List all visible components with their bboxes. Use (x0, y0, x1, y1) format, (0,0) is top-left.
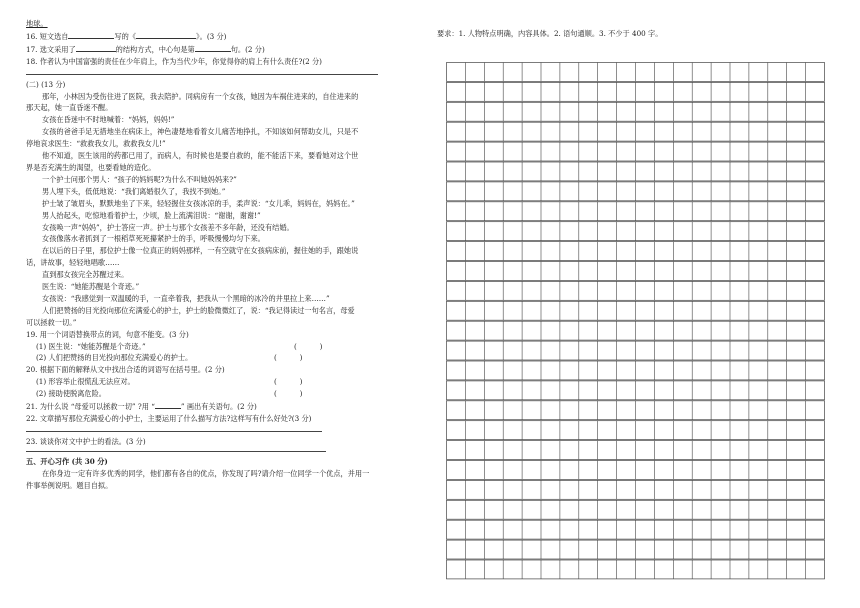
q19-item-2-answer[interactable]: ( ) (274, 353, 303, 363)
question-17 (26, 43, 426, 56)
q16-suffix: 》。(3 分) (196, 31, 227, 41)
q20-item-2-answer[interactable]: ( ) (274, 389, 303, 399)
q19-item-2-text: (2) 人们把赞扬的目光投向那位充满爱心的护士。 (36, 353, 193, 363)
story-line: 在以后的日子里，那位护士像一位真正的妈妈那样，一有空就守在女孩病床前，握住她的手，跟她说 (42, 246, 359, 256)
q16-prefix: 16. 短文选自 (26, 31, 69, 41)
question-21 (26, 400, 426, 413)
story-line: 可以拯救一切。” (26, 317, 77, 327)
section-5-header: 五、开心习作 (共 30 分) (26, 456, 108, 466)
q20-item-1 (26, 376, 426, 388)
section-2-header: (二) (13 分) (26, 79, 66, 89)
q21-mark-blank[interactable] (155, 400, 181, 409)
q19-item-1-text: (1) 医生说：“她能苏醒是个奇迹。” (36, 341, 146, 351)
q20-item-2 (26, 388, 426, 400)
q16-author-blank[interactable] (68, 30, 114, 39)
question-22: 22. 文章描写那位充满爱心的小护士，主要运用了什么描写方法?这样写有什么好处?(3 分) (26, 414, 312, 423)
essay-requirements: 要求：1. 人物特点明确，内容具体。2. 语句通顺。3. 不少于 400 字。 (437, 29, 663, 38)
q17-suffix: 句。(2 分) (230, 44, 265, 54)
q20-item-1-answer[interactable]: ( ) (274, 377, 303, 387)
story-line: 男人埋下头，低低地说：“我们离婚很久了，我找不到她。” (42, 186, 226, 196)
q21-suffix: ” 画出有关语句。(2 分) (180, 402, 257, 412)
question-23: 23. 谈谈你对文中护士的看法。(3 分) (26, 436, 146, 446)
q19-item-1 (26, 341, 426, 353)
top-fragment: 地球。 (26, 19, 48, 28)
story-line: 界是否充满生的渴望，也要看她的造化。 (26, 162, 156, 172)
story-line: 医生说：“她能苏醒是个奇迹。” (42, 282, 140, 292)
story-line: 护士皱了皱眉头，默默地坐了下来，轻轻握住女孩冰凉的手，柔声说：“女儿乖，妈妈在，妈妈在。” (42, 198, 355, 208)
q17-sentence-blank[interactable] (195, 43, 231, 52)
q22-answer-line[interactable] (26, 425, 322, 432)
essay-prompt-line: 件事举例说明。题目自拟。 (26, 480, 113, 490)
story-line: 女孩说：“我感觉到一双温暖的手，一直牵着我，把我从一个黑暗的冰冷的井里拉上来……” (42, 293, 330, 303)
q17-structure-blank[interactable] (76, 43, 116, 52)
story-line: 停地哀求医生：“救救我女儿，救救我女儿!” (26, 139, 166, 149)
q20-item-2-text: (2) 接助使脱离危险。 (36, 389, 106, 399)
story-line: 女孩唤一声“妈妈”，护士答应一声。护士与那个女孩差不多年龄，还没有结婚。 (42, 222, 294, 232)
q17-prefix: 17. 选文采用了 (26, 44, 76, 54)
question-19: 19. 用一个词语替换带点的词，句意不能变。(3 分) (26, 329, 189, 339)
essay-prompt-line: 在你身边一定有许多优秀的同学，他们都有各自的优点，你发现了吗?请介绍一位同学一个优点，并用一 (42, 468, 370, 478)
q17-middle: 的结构方式，中心句是第 (115, 44, 195, 54)
story-line: 那天起，她一直昏迷不醒。 (26, 103, 113, 113)
story-line: 女孩在昏迷中不时地喊着：“妈妈，妈妈!” (42, 115, 175, 125)
story-line: 女孩的爸爸手足无措地坐在病床上，神色凄楚地看着女儿痛苦地挣扎，不知该如何帮助女儿，只是不 (42, 127, 359, 137)
question-18: 18. 作者认为中国富强的责任在少年肩上，作为当代少年，你觉得你的肩上有什么责任?(2 分) (26, 56, 322, 66)
story-line: 女孩像落水者抓到了一根稻草死死攥紧护士的手，呼吸慢慢均匀下来。 (42, 234, 265, 244)
story-line: 话，讲故事，轻轻地唱歌…… (26, 258, 120, 268)
q19-item-2 (26, 352, 426, 364)
q16-title-blank[interactable] (136, 30, 196, 39)
story-line: 男人抬起头，吃惊地看着护士，少顷，脸上流满泪说：“谢谢，谢谢!” (42, 210, 261, 220)
question-16 (26, 30, 426, 43)
q16-middle: 写的《 (114, 31, 137, 41)
story-line: 他不知道，医生该用的药都已用了，而病人，有时候也是要自救的，能不能活下来，要看她对这个世 (42, 151, 359, 161)
question-20: 20. 根据下面的解释从文中找出合适的词语写在括号里。(2 分) (26, 365, 225, 375)
q20-item-1-text: (1) 形容举止很慌乱无法应对。 (36, 377, 135, 387)
story-line: 一个护士问那个男人：“孩子的妈妈呢?为什么不叫她妈妈来?” (42, 174, 237, 184)
q18-answer-line[interactable] (26, 68, 378, 75)
left-column (26, 18, 426, 492)
q23-answer-line[interactable] (26, 448, 326, 452)
story-line: 人们把赞扬的目光投向那位充满爱心的护士，护士的脸微微红了，说：“我记得读过一句名言，母爱 (42, 305, 355, 315)
story-line: 那年，小林因为受伤住进了医院，我去陪护。同病房有一个女孩，她因为车祸住进来的，自住进来的 (42, 91, 359, 101)
composition-grid[interactable] (446, 62, 832, 582)
q19-item-1-answer[interactable]: ( ) (294, 341, 323, 351)
story-line: 直到那女孩完全苏醒过来。 (42, 270, 129, 280)
q21-prefix: 21. 为什么说 “母爱可以拯救一切” ?用 “ (26, 402, 155, 412)
